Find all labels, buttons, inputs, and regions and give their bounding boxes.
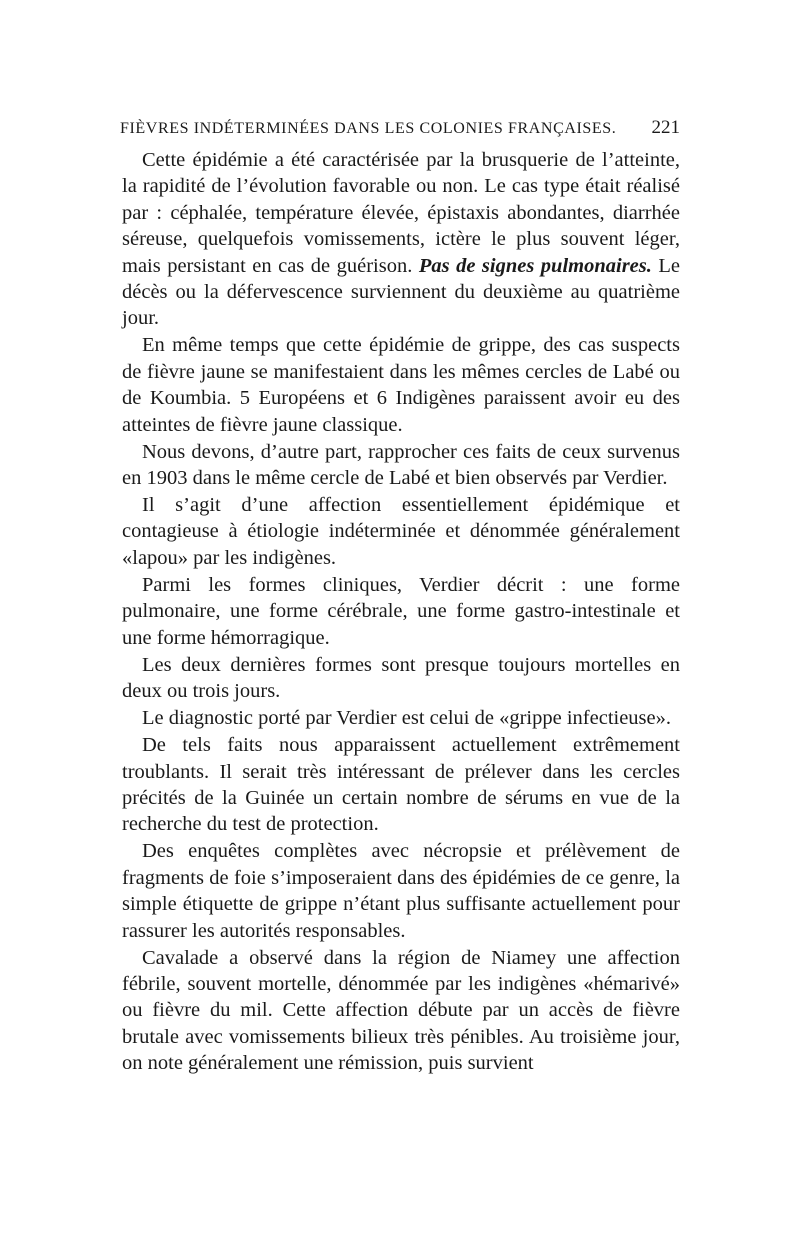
- running-header: [120, 116, 680, 141]
- paragraph-mortality: Les deux dernières formes sont presque toujours mortelles en deux ou trois jours.: [122, 653, 680, 703]
- paragraph-troubling-facts: De tels faits nous apparaissent actuellement extrêmement troublants. Il serait très intéressant de prélever dans les cercles précités de la Guinée un certain nombre de sérums en vue de la recherche du test de protection.: [122, 734, 680, 836]
- paragraph-investigations: Des enquêtes complètes avec nécropsie et prélèvement de fragments de foie s’imposeraient dans des épidémies de ce genre, la simple étiquette de grippe n’étant plus suffisante actuellement pour rassurer les autorités responsables.: [122, 840, 680, 942]
- paragraph-cavalade: Cavalade a observé dans la région de Niamey une affection fébrile, souvent mortelle, dénommée par les indigènes «hémarivé» ou fièvre du mil. Cette affection débute par un accès de fièvre brutale avec vomissements bilieux très pénibles. Au troisième jour, on note généralement une rémission, puis survient: [122, 946, 680, 1075]
- paragraph-epidemic-description: [122, 147, 680, 332]
- paragraph-lapou: Il s’agit d’une affection essentiellement épidémique et contagieuse à étiologie indéterminée et dénommée généralement «lapou» par les indigènes.: [122, 494, 680, 569]
- paragraph-text: Le décès ou la défervescence surviennent du deuxième au quatrième jour.: [122, 254, 680, 330]
- paragraph-yellow-fever: En même temps que cette épidémie de grippe, des cas suspects de fièvre jaune se manifestaient dans les mêmes cercles de Labé ou de Koumbia. 5 Européens et 6 Indigènes paraissent avoir eu des atteintes de fièvre jaune classique.: [122, 334, 680, 436]
- book-page: [122, 116, 680, 1077]
- paragraph-text: Cette épidémie a été caractérisée par la brusquerie de l’atteinte, la rapidité de l’évolution favorable ou non. Le cas type était réalisé par : céphalée, température élevée, épistaxis abondantes, diarrhée séreuse, quelquefois vomissements, ictère le plus souvent léger, mais persistant en cas de guérison.: [122, 149, 680, 277]
- running-title: FIÈVRES INDÉTERMINÉES DANS LES COLONIES FRANÇAISES.: [120, 120, 617, 137]
- page-number: 221: [651, 117, 680, 138]
- italic-emphasis: Pas de signes pulmonaires.: [418, 254, 652, 277]
- paragraph-verdier-1903: Nous devons, d’autre part, rapprocher ces faits de ceux survenus en 1903 dans le même cercle de Labé et bien observés par Verdier.: [122, 440, 680, 490]
- paragraph-clinical-forms: Parmi les formes cliniques, Verdier décrit : une forme pulmonaire, une forme cérébrale, une forme gastro-intestinale et une forme hémorragique.: [122, 573, 680, 649]
- paragraph-diagnosis: Le diagnostic porté par Verdier est celui de «grippe infectieuse».: [142, 707, 672, 730]
